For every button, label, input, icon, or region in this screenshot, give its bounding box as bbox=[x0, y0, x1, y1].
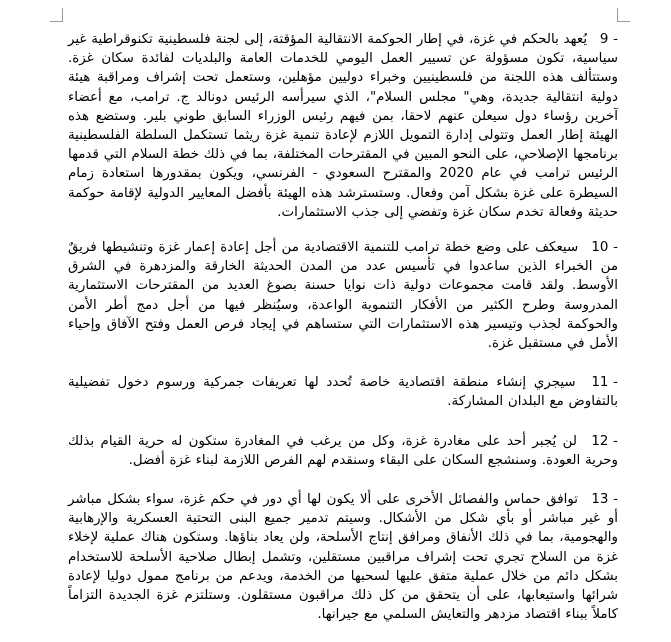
paragraph-text: يُعهد بالحكم في غزة، في إطار الحوكمة الانتقالية المؤقتة، إلى لجنة فلسطينية تكنوقراطية غير سياسية، تكون مسؤولة عن تسيير العمل اليومي للخدمات العامة والبلديات لفائدة سكان غزة. وستتألف هذه اللجنة من فلسطينيين وخبراء دوليين مؤهلين، وستعمل تحت إشراف ومراقبة هيئة دولية انتقالية جديدة، وهي" مجلس السلام"، الذي سيرأسه الرئيس دونالد ج. ترامب، مع أعضاء آخرين رؤساء دول سيعلن عنهم لاحقا، بمن فيهم رئيس الوزراء السابق طوني بلير. وستضع هذه الهيئة إطار العمل وتتولى إدارة التمويل اللازم لإعادة تنمية غزة ريثما تستكمل السلطة الفلسطينية برنامجها الإصلاحي، على النحو المبين في المقترحات المختلفة، بما في ذلك خطة السلام التي قدمها الرئيس ترامب في عام 2020 والمقترح السعودي - الفرنسي، ويكون بمقدورها استعادة زمام السيطرة على غزة بشكل آمن وفعال. وستسترشد هذه الهيئة بأفضل المعايير الدولية لإقامة حوكمة حديثة وفعالة تخدم سكان غزة وتفضي إلى جذب الاستثمارات. bbox=[68, 32, 618, 220]
paragraph-number: 10 - bbox=[591, 240, 618, 256]
paragraph-number: 9 - bbox=[599, 32, 618, 47]
crop-mark-top-right bbox=[617, 8, 618, 21]
paragraph-number: 13 - bbox=[591, 492, 618, 508]
paragraph-11 bbox=[68, 373, 618, 411]
crop-mark-top-right-horizontal bbox=[617, 21, 630, 22]
crop-mark-top-left bbox=[62, 8, 63, 22]
document-body bbox=[68, 30, 618, 642]
crop-mark-top-left-horizontal bbox=[50, 21, 63, 22]
paragraph-text: سيعكف على وضع خطة ترامب للتنمية الاقتصادية من أجل إعادة إعمار غزة وتنشيطها فريقٌ من الخبراء الذين ساعدوا في تأسيس عدد من المدن الحديثة الخارقة والمزدهرة في الشرق الأوسط. ولقد قامت مجموعات دولية ذات نوايا حسنة بصوغ العديد من المقترحات الاستثمارية المدروسة وطرح الكثير من الأفكار التنموية الواعدة، وسيُنظر فيها من أجل دمج أطر الأمن والحوكمة لجذب وتيسير هذه الاستثمارات التي ستساهم في إيجاد فرص العمل وفتح الآفاق وإحياء الأمل في مستقبل غزة. bbox=[68, 240, 618, 352]
paragraph-9 bbox=[68, 30, 618, 222]
paragraph-number: 11 - bbox=[591, 375, 618, 391]
paragraph-text: توافق حماس والفصائل الأخرى على ألا يكون لها أي دور في حكم غزة، سواء بشكل مباشر أو غير مباشر أو بأي شكل من الأشكال. وسيتم تدمير جميع البنى التحتية العسكرية والإرهابية والهجومية، بما في ذلك الأنفاق ومرافق إنتاج الأسلحة، ولن يعاد بناؤها. وستكون هناك عملية لإخلاء غزة من السلاح تجري تحت إشراف مراقبين مستقلين، وتشمل إبطال صلاحية الأسلحة للاستخدام بشكل دائم من خلال عملية متفق عليها لسحبها من الخدمة، ويدعم من برنامج ممول دوليا لإعادة شرائها واستيعابها، على أن يتحقق من كل ذلك مراقبون مستقلون. وستلتزم غزة الجديدة التزاماً كاملاً ببناء اقتصاد مزدهر والتعايش السلمي مع جيرانها. bbox=[68, 492, 618, 623]
paragraph-10 bbox=[68, 238, 618, 353]
paragraph-text: لن يُجبر أحد على مغادرة غزة، وكل من يرغب في المغادرة ستكون له حرية القيام بذلك وحرية العودة. وسنشجع السكان على البقاء وسنقدم لهم الفرص اللازمة لبناء غزة أفضل. bbox=[68, 433, 618, 468]
paragraph-12 bbox=[68, 432, 618, 470]
paragraph-13 bbox=[68, 490, 618, 624]
paragraph-number: 12 - bbox=[591, 433, 618, 449]
paragraph-text: سيجري إنشاء منطقة اقتصادية خاصة تُحدد لها تعريفات جمركية ورسوم دخول تفضيلية بالتفاوض مع البلدان المشاركة. bbox=[68, 375, 618, 410]
